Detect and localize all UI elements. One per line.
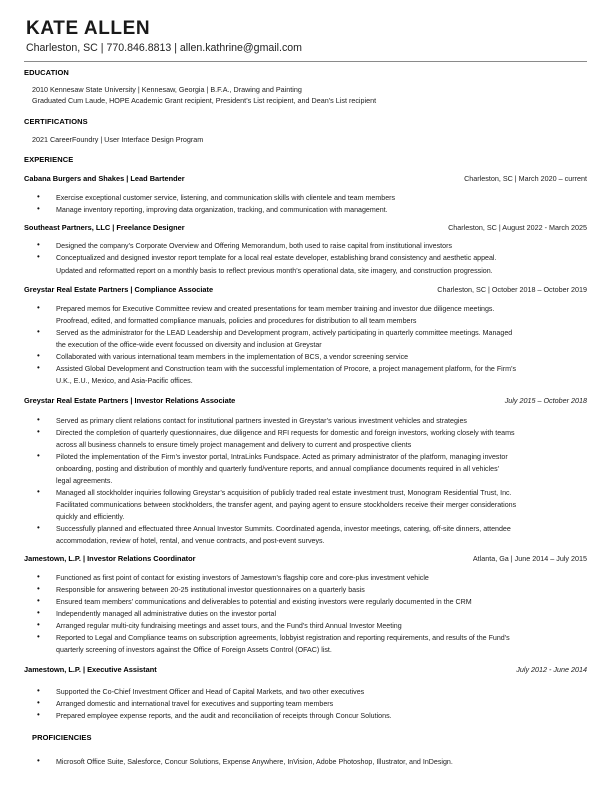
bullet-icon: • xyxy=(37,240,40,249)
job-bullet-text: the execution of the office-wide event focussed on diversity and inclusion at Greystar xyxy=(56,341,322,349)
bullet-icon: • xyxy=(37,620,40,629)
bullet-icon: • xyxy=(37,252,40,261)
job-bullet-text: Exercise exceptional customer service, listening, and communication skills with clientele and team members xyxy=(56,194,396,202)
job-bullet-text: Piloted the implementation of the Firm’s investor portal, IntraLinks Fundspace. Acted as primary administrator of the platform, managing investor xyxy=(56,453,508,461)
experience-heading: EXPERIENCE xyxy=(24,155,74,164)
bullet-icon: • xyxy=(37,572,40,581)
job-dates: Atlanta, Ga | June 2014 – July 2015 xyxy=(472,554,587,563)
candidate-name: KATE ALLEN xyxy=(26,18,151,39)
job-title: Jamestown, L.P. | Executive Assistant xyxy=(24,665,157,674)
job-bullet-text: quickly and efficiently. xyxy=(56,513,125,521)
bullet-icon: • xyxy=(37,523,40,532)
job-bullet-text: Managed all stockholder inquiries following Greystar’s acquisition of publicly traded real estate investment trust, Monogram Residential Trust, Inc. xyxy=(56,489,512,497)
job-bullet-text: Prepared employee expense reports, and the audit and reconciliation of receipts through Concur Solutions. xyxy=(56,712,392,720)
job-bullet-text: Arranged regular multi-city fundraising meetings and asset tours, and the Fund’s third Annual Investor Meeting xyxy=(56,622,402,630)
bullet-icon: • xyxy=(37,327,40,336)
bullet-icon: • xyxy=(37,756,40,765)
bullet-icon: • xyxy=(37,487,40,496)
bullet-icon: • xyxy=(37,363,40,372)
bullet-icon: • xyxy=(37,351,40,360)
bullet-icon: • xyxy=(37,698,40,707)
contact-info: Charleston, SC | 770.846.8813 | allen.kathrine@gmail.com xyxy=(26,42,302,54)
job-title: Greystar Real Estate Partners | Compliance Associate xyxy=(24,285,214,294)
education-honors: Graduated Cum Laude, HOPE Academic Grant recipient, President’s List recipient, and Dean’s List recipient xyxy=(32,96,377,105)
bullet-icon: • xyxy=(37,710,40,719)
bullet-icon: • xyxy=(37,427,40,436)
job-bullet-text: Designed the company’s Corporate Overview and Offering Memorandum, both used to raise capital from institutional investors xyxy=(56,242,453,250)
education-heading: EDUCATION xyxy=(24,68,69,77)
job-title: Cabana Burgers and Shakes | Lead Bartender xyxy=(24,174,185,183)
bullet-icon: • xyxy=(37,584,40,593)
education-degree: 2010 Kennesaw State University | Kennesaw, Georgia | B.F.A., Drawing and Painting xyxy=(32,85,302,94)
job-bullet-text: Reported to Legal and Compliance teams on subscription agreements, lobbyist registration and reporting requirements, and results of the Fund’s xyxy=(56,634,510,642)
job-bullet-text: quarterly screening of investors against the Office of Foreign Assets Control (OFAC) list. xyxy=(56,646,332,654)
job-bullet-text: legal agreements. xyxy=(56,477,113,485)
certifications-heading: CERTIFICATIONS xyxy=(24,117,88,126)
proficiencies-heading: PROFICIENCIES xyxy=(32,733,92,742)
job-title: Southeast Partners, LLC | Freelance Designer xyxy=(24,223,185,232)
bullet-icon: • xyxy=(37,632,40,641)
header-divider xyxy=(24,61,587,62)
job-bullet-text: onboarding, posting and distribution of monthly and quarterly fund/venture reports, and annual compliance documents required in all vehicles’ xyxy=(56,465,500,473)
bullet-icon: • xyxy=(37,415,40,424)
job-bullet-text: Served as primary client relations contact for institutional partners invested in Greystar’s various investment vehicles and strategies xyxy=(56,417,467,425)
job-bullet-text: Supported the Co-Chief Investment Officer and Head of Capital Markets, and two other executives xyxy=(56,688,365,696)
job-bullet-text: Updated and reformatted report on a monthly basis to reflect previous month’s operational data, site imagery, and construction progression. xyxy=(56,267,493,275)
job-dates: Charleston, SC | August 2022 - March 2025 xyxy=(448,223,587,232)
proficiency-text: Microsoft Office Suite, Salesforce, Concur Solutions, Expense Anywhere, InVision, Adobe Photoshop, Illustrator, and InDesign. xyxy=(56,758,453,766)
bullet-icon: • xyxy=(37,192,40,201)
job-bullet-text: Facilitated communications between stockholders, the transfer agent, and paying agent to ensure stockholders receive their merger considerations xyxy=(56,501,517,509)
job-title: Greystar Real Estate Partners | Investor Relations Associate xyxy=(24,396,236,405)
bullet-icon: • xyxy=(37,303,40,312)
job-bullet-text: Conceptualized and designed investor report template for a local real estate developer, establishing brand consistency and aesthetic appeal. xyxy=(56,254,497,262)
job-bullet-text: Served as the administrator for the LEAD Leadership and Development program, actively participating in quarterly committee meetings. Managed xyxy=(56,329,513,337)
job-dates: July 2012 - June 2014 xyxy=(516,665,587,674)
job-bullet-text: accommodation, review of hotel, rental, and venue contracts, and post-event surveys. xyxy=(56,537,325,545)
job-dates: Charleston, SC | October 2018 – October 2019 xyxy=(437,285,587,294)
bullet-icon: • xyxy=(37,686,40,695)
bullet-icon: • xyxy=(37,451,40,460)
job-bullet-text: Manage inventory reporting, improving data organization, tracking, and communication with management. xyxy=(56,206,388,214)
job-bullet-text: U.K., E.U., Mexico, and Asia-Pacific offices. xyxy=(56,377,193,385)
bullet-icon: • xyxy=(37,204,40,213)
job-bullet-text: across all business channels to ensure timely project management and delivery to current and prospective clients xyxy=(56,441,412,449)
job-bullet-text: Prepared memos for Executive Committee review and created presentations for team member training and investor due diligence meetings. xyxy=(56,305,495,313)
job-bullet-text: Successfully planned and effectuated three Annual Investor Summits. Coordinated agenda, investor meetings, catering, off-site dinners, attendee xyxy=(56,525,511,533)
job-bullet-text: Collaborated with various international team members in the implementation of BCS, a vendor screening service xyxy=(56,353,409,361)
job-dates: Charleston, SC | March 2020 – current xyxy=(464,174,587,183)
job-bullet-text: Proofread, edited, and formatted compliance manuals, policies and procedures for distribution to all team members xyxy=(56,317,417,325)
job-bullet-text: Independently managed all administrative duties on the investor portal xyxy=(56,610,277,618)
bullet-icon: • xyxy=(37,596,40,605)
job-bullet-text: Arranged domestic and international travel for executives and supporting team members xyxy=(56,700,334,708)
job-bullet-text: Responsible for answering between 20-25 institutional investor questionnaires on a quarterly basis xyxy=(56,586,365,594)
job-bullet-text: Assisted Global Development and Construction team with the successful implementation of Procore, a project management platform, for the Firm’s xyxy=(56,365,516,373)
job-bullet-text: Directed the completion of quarterly questionnaires, due diligence and RFI requests for domestic and foreign investors, working closely with teams xyxy=(56,429,515,437)
job-bullet-text: Functioned as first point of contact for existing investors of Jamestown’s flagship core and core-plus investment vehicle xyxy=(56,574,429,582)
job-bullet-text: Ensured team members’ communications and deliverables to potential and existing investors were regularly documented in the CRM xyxy=(56,598,472,606)
certification-item: 2021 CareerFoundry | User Interface Design Program xyxy=(32,135,204,144)
job-title: Jamestown, L.P. | Investor Relations Coordinator xyxy=(24,554,196,563)
bullet-icon: • xyxy=(37,608,40,617)
job-dates: July 2015 – October 2018 xyxy=(504,396,587,405)
